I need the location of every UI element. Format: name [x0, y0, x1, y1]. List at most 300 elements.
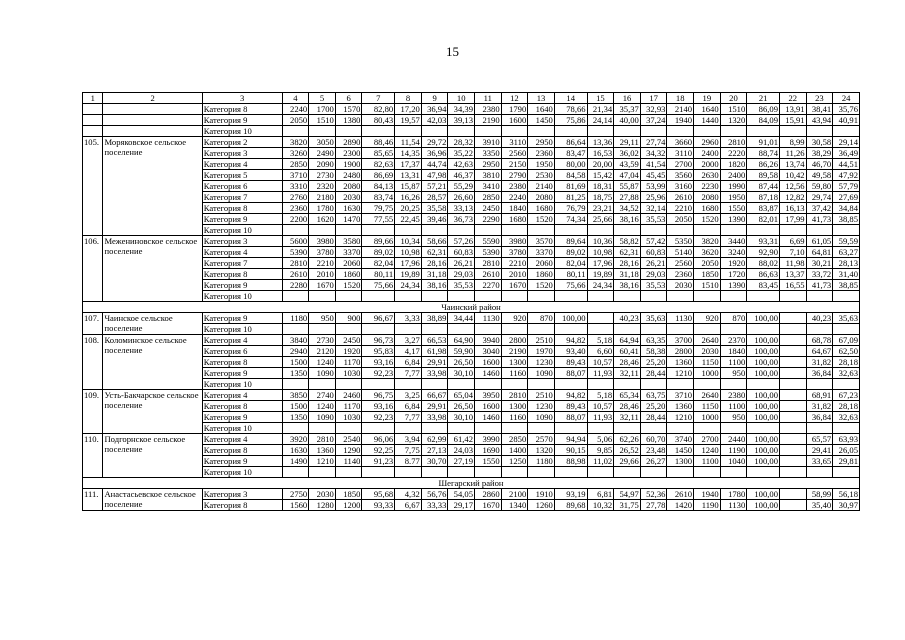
value-cell: 1030: [335, 368, 362, 379]
value-cell: [747, 126, 780, 137]
value-cell: 1640: [528, 104, 555, 115]
value-cell: [587, 324, 614, 335]
value-cell: 58,66: [421, 236, 448, 247]
row-number: 111.: [83, 489, 103, 511]
value-cell: 88,07: [554, 368, 587, 379]
value-cell: 1790: [501, 104, 528, 115]
value-cell: 44,74: [421, 159, 448, 170]
value-cell: 96,06: [362, 434, 395, 445]
value-cell: 15,87: [395, 181, 422, 192]
category-cell: Категория 7: [202, 192, 282, 203]
value-cell: 93,16: [362, 401, 395, 412]
value-cell: 58,38: [640, 346, 667, 357]
value-cell: [806, 324, 833, 335]
value-cell: 2860: [475, 489, 502, 500]
value-cell: 2090: [309, 159, 336, 170]
value-cell: [448, 324, 475, 335]
value-cell: 40,23: [806, 313, 833, 324]
value-cell: 6,60: [587, 346, 614, 357]
value-cell: [309, 324, 336, 335]
column-header: 11: [475, 93, 502, 104]
value-cell: 93,31: [747, 236, 780, 247]
value-cell: 1090: [309, 368, 336, 379]
value-cell: 81,25: [554, 192, 587, 203]
value-cell: [720, 379, 747, 390]
value-cell: 2030: [667, 280, 694, 291]
value-cell: 86,09: [747, 104, 780, 115]
value-cell: 1940: [694, 489, 721, 500]
value-cell: 64,67: [806, 346, 833, 357]
value-cell: 82,01: [747, 214, 780, 225]
value-cell: 1900: [335, 159, 362, 170]
value-cell: 2640: [694, 335, 721, 346]
value-cell: 5140: [667, 247, 694, 258]
value-cell: 63,75: [640, 390, 667, 401]
value-cell: [833, 291, 860, 302]
value-cell: 3160: [667, 181, 694, 192]
value-cell: 1320: [720, 115, 747, 126]
row-number: 109.: [83, 390, 103, 434]
district-row: [83, 302, 860, 313]
value-cell: [640, 467, 667, 478]
value-cell: 100,00: [747, 412, 780, 423]
value-cell: 41,73: [806, 280, 833, 291]
value-cell: 2800: [667, 346, 694, 357]
value-cell: [780, 390, 807, 401]
value-cell: [833, 126, 860, 137]
value-cell: 4,32: [395, 489, 422, 500]
value-cell: [780, 225, 807, 236]
table-row: [83, 137, 860, 148]
value-cell: 5,18: [587, 390, 614, 401]
value-cell: [806, 379, 833, 390]
value-cell: 3,27: [395, 335, 422, 346]
value-cell: 3700: [667, 335, 694, 346]
value-cell: 2280: [282, 280, 309, 291]
value-cell: 1180: [528, 456, 555, 467]
value-cell: 1630: [282, 445, 309, 456]
category-cell: Категория 9: [202, 115, 282, 126]
value-cell: 2760: [282, 192, 309, 203]
value-cell: 10,32: [587, 500, 614, 511]
value-cell: [587, 313, 614, 324]
value-cell: [667, 423, 694, 434]
value-cell: 2480: [335, 170, 362, 181]
value-cell: 19,89: [395, 269, 422, 280]
value-cell: [694, 126, 721, 137]
column-header: 22: [780, 93, 807, 104]
value-cell: 68,91: [806, 390, 833, 401]
category-cell: Категория 8: [202, 445, 282, 456]
value-cell: 1780: [309, 203, 336, 214]
value-cell: 29,81: [833, 456, 860, 467]
value-cell: [806, 423, 833, 434]
value-cell: 1420: [667, 500, 694, 511]
value-cell: 1240: [309, 357, 336, 368]
value-cell: 1510: [720, 104, 747, 115]
value-cell: 1100: [694, 456, 721, 467]
value-cell: 60,41: [614, 346, 641, 357]
value-cell: [614, 423, 641, 434]
settlement-name: Чаинское сельское поселение: [103, 313, 202, 335]
value-cell: 2810: [501, 390, 528, 401]
value-cell: 28,44: [640, 368, 667, 379]
value-cell: 3820: [694, 236, 721, 247]
value-cell: 2610: [282, 269, 309, 280]
value-cell: 17,99: [780, 214, 807, 225]
value-cell: 100,00: [747, 357, 780, 368]
value-cell: [501, 225, 528, 236]
settlement-name: [103, 104, 202, 115]
value-cell: 2850: [475, 192, 502, 203]
value-cell: 2000: [694, 159, 721, 170]
value-cell: 33,98: [421, 368, 448, 379]
value-cell: 92,23: [362, 412, 395, 423]
value-cell: 2540: [335, 434, 362, 445]
value-cell: 2360: [667, 269, 694, 280]
value-cell: 2150: [501, 159, 528, 170]
column-header: 14: [554, 93, 587, 104]
value-cell: 26,52: [614, 445, 641, 456]
value-cell: 11,98: [780, 258, 807, 269]
value-cell: 37,24: [640, 115, 667, 126]
value-cell: 100,00: [747, 500, 780, 511]
value-cell: 30,97: [833, 500, 860, 511]
value-cell: 16,13: [780, 203, 807, 214]
value-cell: 17,20: [395, 104, 422, 115]
value-cell: [780, 368, 807, 379]
value-cell: 1520: [335, 280, 362, 291]
value-cell: 2740: [309, 390, 336, 401]
value-cell: 82,04: [362, 258, 395, 269]
value-cell: 1190: [720, 445, 747, 456]
value-cell: 1300: [501, 357, 528, 368]
value-cell: 26,05: [833, 445, 860, 456]
value-cell: 1360: [667, 357, 694, 368]
value-cell: [667, 225, 694, 236]
value-cell: 28,46: [614, 401, 641, 412]
value-cell: [448, 379, 475, 390]
value-cell: 21,34: [587, 104, 614, 115]
column-header: 19: [694, 93, 721, 104]
value-cell: [806, 291, 833, 302]
value-cell: 40,91: [833, 115, 860, 126]
value-cell: [395, 126, 422, 137]
category-cell: Категория 10: [202, 423, 282, 434]
value-cell: 6,84: [395, 357, 422, 368]
value-cell: 1400: [501, 445, 528, 456]
value-cell: 93,19: [554, 489, 587, 500]
value-cell: [335, 423, 362, 434]
value-cell: 96,75: [362, 390, 395, 401]
value-cell: [282, 291, 309, 302]
value-cell: 13,74: [780, 159, 807, 170]
value-cell: 3410: [475, 181, 502, 192]
table-row: [83, 434, 860, 445]
value-cell: 2080: [528, 192, 555, 203]
value-cell: [528, 379, 555, 390]
category-cell: Категория 10: [202, 324, 282, 335]
value-cell: [587, 126, 614, 137]
value-cell: 60,70: [640, 434, 667, 445]
value-cell: 40,23: [614, 313, 641, 324]
value-cell: 38,89: [421, 313, 448, 324]
value-cell: 2180: [309, 192, 336, 203]
value-cell: [475, 467, 502, 478]
value-cell: 10,36: [587, 236, 614, 247]
value-cell: 11,02: [587, 456, 614, 467]
value-cell: 92,90: [747, 247, 780, 258]
column-header: 1: [83, 93, 103, 104]
value-cell: 84,58: [554, 170, 587, 181]
category-cell: Категория 8: [202, 500, 282, 511]
value-cell: 78,66: [554, 104, 587, 115]
value-cell: 1180: [282, 313, 309, 324]
value-cell: 1000: [694, 412, 721, 423]
value-cell: [362, 467, 395, 478]
table-row: [83, 335, 860, 346]
value-cell: 1260: [528, 500, 555, 511]
value-cell: 2850: [501, 434, 528, 445]
value-cell: [475, 324, 502, 335]
value-cell: 1910: [528, 489, 555, 500]
value-cell: 1570: [335, 104, 362, 115]
value-cell: 8,99: [780, 137, 807, 148]
value-cell: 22,45: [395, 214, 422, 225]
value-cell: 1630: [335, 203, 362, 214]
value-cell: 1440: [694, 115, 721, 126]
value-cell: 38,85: [833, 214, 860, 225]
value-cell: 2140: [528, 181, 555, 192]
value-cell: [554, 423, 587, 434]
value-cell: 19,89: [587, 269, 614, 280]
value-cell: 950: [720, 368, 747, 379]
value-cell: 5,06: [587, 434, 614, 445]
value-cell: 1670: [309, 280, 336, 291]
value-cell: 28,44: [640, 412, 667, 423]
settlement-name: Анастасьевское сельское поселение: [103, 489, 202, 511]
value-cell: 4,17: [395, 346, 422, 357]
value-cell: 6,69: [780, 236, 807, 247]
value-cell: 1100: [720, 357, 747, 368]
value-cell: [554, 291, 587, 302]
value-cell: 2960: [694, 137, 721, 148]
value-cell: 100,00: [747, 346, 780, 357]
value-cell: 1700: [309, 104, 336, 115]
value-cell: 63,27: [833, 247, 860, 258]
value-cell: 13,37: [780, 269, 807, 280]
value-cell: 43,59: [614, 159, 641, 170]
table-row: [83, 390, 860, 401]
value-cell: 2010: [309, 269, 336, 280]
value-cell: 92,25: [362, 445, 395, 456]
value-cell: 1390: [720, 280, 747, 291]
value-cell: [528, 291, 555, 302]
value-cell: 2490: [309, 148, 336, 159]
value-cell: 3980: [309, 236, 336, 247]
value-cell: 32,11: [614, 412, 641, 423]
value-cell: 75,86: [554, 115, 587, 126]
column-header: 9: [421, 93, 448, 104]
value-cell: [614, 467, 641, 478]
value-cell: 29,14: [833, 137, 860, 148]
value-cell: [282, 225, 309, 236]
value-cell: [587, 467, 614, 478]
value-cell: 1840: [720, 346, 747, 357]
value-cell: 33,33: [421, 500, 448, 511]
value-cell: 26,50: [448, 401, 475, 412]
value-cell: 23,21: [587, 203, 614, 214]
value-cell: [362, 291, 395, 302]
value-cell: 82,80: [362, 104, 395, 115]
value-cell: 870: [528, 313, 555, 324]
value-cell: [640, 324, 667, 335]
value-cell: [694, 467, 721, 478]
value-cell: 32,14: [640, 203, 667, 214]
column-header: 23: [806, 93, 833, 104]
value-cell: [780, 291, 807, 302]
value-cell: 29,91: [421, 401, 448, 412]
value-cell: 2850: [282, 159, 309, 170]
value-cell: 2140: [667, 104, 694, 115]
value-cell: 5390: [475, 247, 502, 258]
value-cell: [501, 467, 528, 478]
value-cell: [640, 126, 667, 137]
value-cell: 1520: [528, 280, 555, 291]
value-cell: 30,10: [448, 368, 475, 379]
value-cell: 38,16: [614, 280, 641, 291]
value-cell: 34,39: [448, 104, 475, 115]
value-cell: [614, 225, 641, 236]
value-cell: [640, 423, 667, 434]
value-cell: [780, 467, 807, 478]
value-cell: [362, 225, 395, 236]
value-cell: 46,37: [448, 170, 475, 181]
value-cell: [780, 489, 807, 500]
value-cell: 38,85: [833, 280, 860, 291]
settlement-name: Подгорнское сельское поселение: [103, 434, 202, 478]
value-cell: 11,26: [780, 148, 807, 159]
value-cell: 1350: [282, 368, 309, 379]
category-cell: Категория 10: [202, 225, 282, 236]
value-cell: 1360: [309, 445, 336, 456]
value-cell: [448, 126, 475, 137]
value-cell: 1690: [475, 445, 502, 456]
value-cell: 2810: [282, 258, 309, 269]
value-cell: 3710: [667, 390, 694, 401]
value-cell: 34,32: [640, 148, 667, 159]
table-row: [83, 489, 860, 500]
value-cell: 25,66: [587, 214, 614, 225]
value-cell: 1340: [501, 500, 528, 511]
value-cell: 2460: [335, 390, 362, 401]
value-cell: 5350: [667, 236, 694, 247]
value-cell: [282, 126, 309, 137]
value-cell: [614, 291, 641, 302]
category-cell: Категория 7: [202, 258, 282, 269]
value-cell: 3,94: [395, 434, 422, 445]
value-cell: 62,31: [614, 247, 641, 258]
value-cell: 10,34: [395, 236, 422, 247]
value-cell: 28,13: [833, 258, 860, 269]
value-cell: [309, 126, 336, 137]
value-cell: 94,82: [554, 390, 587, 401]
value-cell: 29,91: [421, 357, 448, 368]
value-cell: [780, 313, 807, 324]
value-cell: 83,87: [747, 203, 780, 214]
value-cell: 2080: [694, 192, 721, 203]
category-cell: Категория 9: [202, 280, 282, 291]
value-cell: 100,00: [747, 489, 780, 500]
value-cell: [667, 291, 694, 302]
value-cell: 81,69: [554, 181, 587, 192]
value-cell: 1600: [501, 115, 528, 126]
value-cell: 2060: [335, 258, 362, 269]
value-cell: 2200: [282, 214, 309, 225]
value-cell: [694, 324, 721, 335]
value-cell: 58,99: [806, 489, 833, 500]
value-cell: [667, 126, 694, 137]
value-cell: 10,57: [587, 357, 614, 368]
value-cell: [448, 291, 475, 302]
value-cell: 35,53: [640, 280, 667, 291]
value-cell: 83,45: [747, 280, 780, 291]
value-cell: 2290: [475, 214, 502, 225]
value-cell: 2270: [475, 280, 502, 291]
column-header: 21: [747, 93, 780, 104]
column-header: 18: [667, 93, 694, 104]
value-cell: 2610: [475, 269, 502, 280]
column-header: 20: [720, 93, 747, 104]
value-cell: 36,02: [614, 148, 641, 159]
value-cell: 11,54: [395, 137, 422, 148]
value-cell: 1550: [720, 203, 747, 214]
value-cell: 1860: [528, 269, 555, 280]
value-cell: 35,37: [614, 104, 641, 115]
value-cell: 100,00: [747, 313, 780, 324]
value-cell: 23,48: [640, 445, 667, 456]
row-number: [83, 104, 103, 115]
value-cell: 35,63: [640, 313, 667, 324]
value-cell: 82,63: [362, 159, 395, 170]
value-cell: 57,26: [448, 236, 475, 247]
value-cell: 64,94: [614, 335, 641, 346]
value-cell: 90,15: [554, 445, 587, 456]
value-cell: 93,33: [362, 500, 395, 511]
value-cell: 57,42: [640, 236, 667, 247]
value-cell: 75,66: [554, 280, 587, 291]
value-cell: [448, 423, 475, 434]
value-cell: 86,64: [554, 137, 587, 148]
value-cell: 870: [720, 313, 747, 324]
value-cell: 3850: [282, 390, 309, 401]
value-cell: [501, 126, 528, 137]
value-cell: 83,74: [362, 192, 395, 203]
value-cell: [694, 291, 721, 302]
value-cell: 29,74: [806, 192, 833, 203]
value-cell: [780, 412, 807, 423]
value-cell: [335, 225, 362, 236]
value-cell: 86,69: [362, 170, 395, 181]
value-cell: 1550: [475, 456, 502, 467]
value-cell: 1000: [694, 368, 721, 379]
value-cell: 10,57: [587, 401, 614, 412]
category-cell: Категория 5: [202, 170, 282, 181]
value-cell: [694, 225, 721, 236]
value-cell: 68,78: [806, 335, 833, 346]
column-header: 13: [528, 93, 555, 104]
value-cell: 13,31: [395, 170, 422, 181]
